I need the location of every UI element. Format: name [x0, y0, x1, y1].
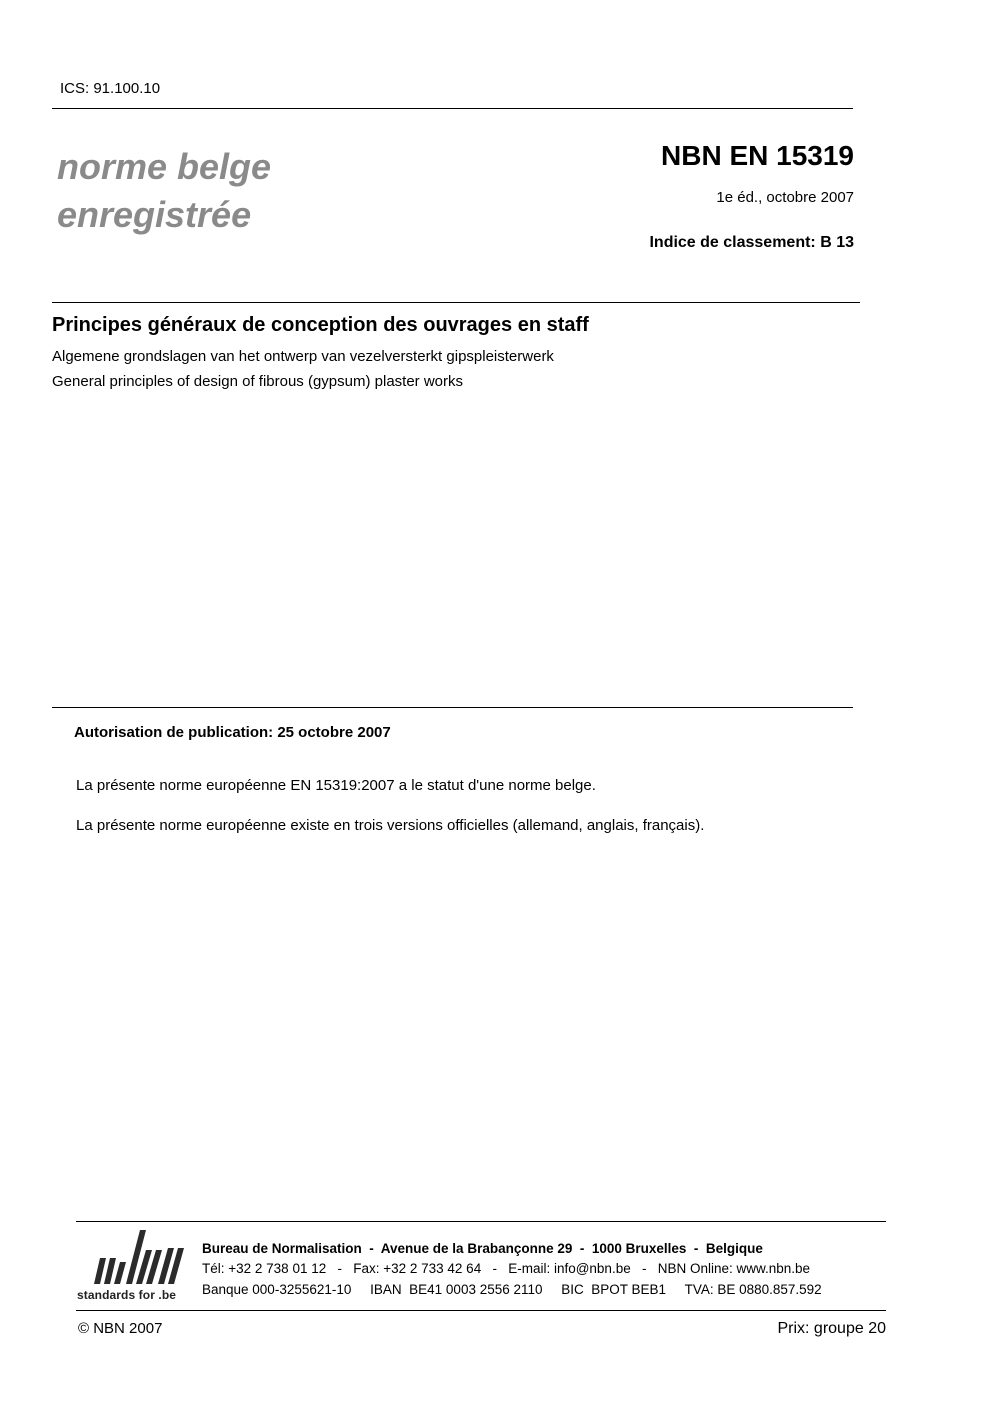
price-group: Prix: groupe 20 [777, 1320, 886, 1337]
footer-bottom-divider [76, 1310, 886, 1311]
publication-authorisation: Autorisation de publication: 25 octobre 2007 [74, 724, 391, 741]
copyright: © NBN 2007 [78, 1320, 163, 1337]
versions-paragraph: La présente norme européenne existe en trois versions officielles (allemand, anglais, français). [76, 817, 705, 834]
footer-top-divider [76, 1221, 886, 1222]
body-divider [52, 707, 853, 708]
norme-line-1: norme belge [57, 146, 272, 187]
classification-index: Indice de classement: B 13 [649, 234, 854, 251]
bank-line: Banque 000-3255621-10 IBAN BE41 0003 2556 2110 BIC BPOT BEB1 TVA: BE 0880.857.592 [202, 1282, 822, 1297]
nbn-logo-icon [76, 1228, 188, 1288]
status-paragraph: La présente norme européenne EN 15319:2007 a le statut d'une norme belge. [76, 777, 596, 794]
logo-tagline: standards for .be [77, 1288, 177, 1302]
edition-date: 1e éd., octobre 2007 [716, 189, 854, 206]
title-english: General principles of design of fibrous (gypsum) plaster works [52, 373, 464, 390]
title-divider [52, 302, 860, 303]
norme-belge-label [57, 143, 271, 239]
address-line: Bureau de Normalisation - Avenue de la Brabançonne 29 - 1000 Bruxelles - Belgique [202, 1241, 763, 1256]
contact-line: Tél: +32 2 738 01 12 - Fax: +32 2 733 42 64 - E-mail: info@nbn.be - NBN Online: www.nbn.be [202, 1261, 811, 1276]
standard-number: NBN EN 15319 [661, 140, 854, 171]
header-divider [52, 108, 853, 109]
title-dutch: Algemene grondslagen van het ontwerp van vezelversterkt gipspleisterwerk [52, 348, 554, 365]
title-french: Principes généraux de conception des ouvrages en staff [52, 314, 589, 336]
ics-code: ICS: 91.100.10 [60, 80, 161, 97]
norme-line-2: enregistrée [57, 194, 252, 235]
